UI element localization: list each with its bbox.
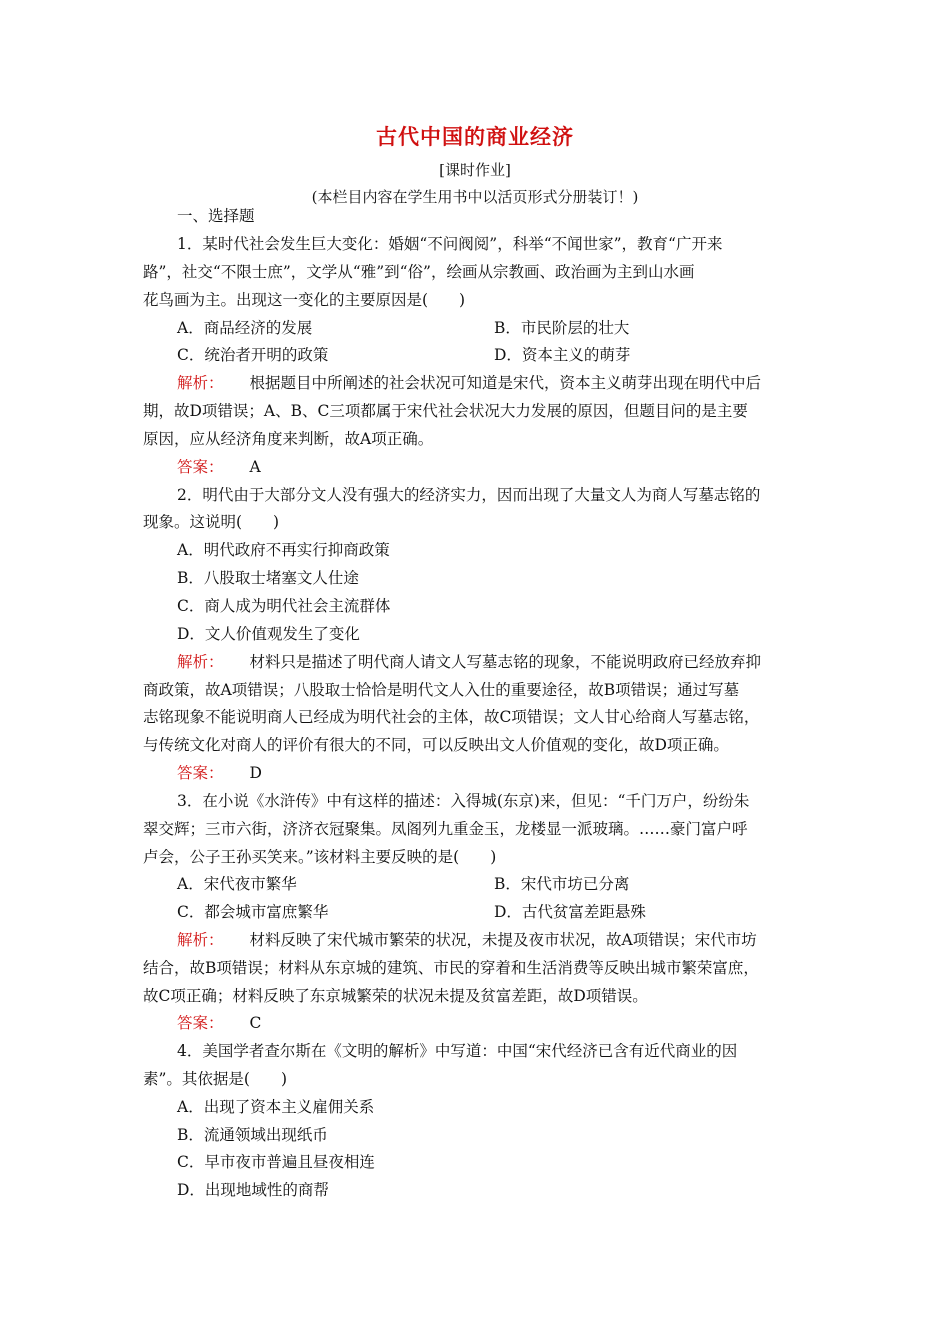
answer-label: 答案：	[177, 458, 224, 476]
q1-stem-line2: 路”，社交“不限士庶”，文学从“雅”到“俗”，绘画从宗教画、政治画为主到山水画	[143, 263, 695, 281]
q2-analysis-line3: 志铭现象不能说明商人已经成为明代社会的主体，故C项错误；文人甘心给商人写墓志铭，	[143, 708, 760, 726]
analysis-label: 解析：	[177, 374, 224, 392]
q1-answer-value: A	[249, 458, 261, 476]
section-heading: 一、选择题	[177, 207, 255, 225]
answer-label: 答案：	[177, 764, 224, 782]
q2-analysis-line4: 与传统文化对商人的评价有很大的不同，可以反映出文人价值观的变化，故D项正确。	[143, 736, 729, 754]
q4-option-a: A．出现了资本主义雇佣关系	[177, 1098, 375, 1116]
q1-analysis-line2: 期，故D项错误；A、B、C三项都属于宋代社会状况大力发展的原因，但题目问的是主要	[143, 402, 748, 420]
q2-answer	[177, 763, 262, 783]
q4-stem-line1: 4．美国学者查尔斯在《文明的解析》中写道：中国“宋代经济已含有近代商业的因	[177, 1042, 738, 1060]
q4-option-d: D．出现地域性的商帮	[177, 1181, 329, 1199]
binding-note: (本栏目内容在学生用书中以活页形式分册装订！)	[311, 188, 639, 206]
q2-stem-line2: 现象。这说明( )	[143, 513, 280, 531]
q1-stem-line3: 花鸟画为主。出现这一变化的主要原因是( )	[143, 291, 466, 309]
q4-option-b: B．流通领域出现纸币	[177, 1126, 328, 1144]
q3-answer-value: C	[249, 1014, 262, 1032]
page-title: 古代中国的商业经济	[376, 124, 574, 149]
analysis-label: 解析：	[177, 931, 224, 949]
q1-stem-line1: 1．某时代社会发生巨大变化：婚姻“不问阀阅”，科举“不闻世家”，教育“广开来	[177, 235, 723, 253]
q3-option-c: C．都会城市富庶繁华	[177, 903, 329, 921]
analysis-label: 解析：	[177, 653, 224, 671]
q2-answer-value: D	[249, 764, 262, 782]
answer-label: 答案：	[177, 1014, 224, 1032]
q2-option-d: D．文人价值观发生了变化	[177, 625, 360, 643]
q1-answer	[177, 457, 261, 477]
q2-stem-line1: 2．明代由于大部分文人没有强大的经济实力，因而出现了大量文人为商人写墓志铭的	[177, 486, 761, 504]
q2-option-b: B．八股取士堵塞文人仕途	[177, 569, 359, 587]
q1-option-a: A．商品经济的发展	[177, 319, 313, 337]
subtitle: [课时作业]	[439, 161, 511, 179]
q1-option-b: B．市民阶层的壮大	[494, 319, 630, 337]
q1-analysis-line3: 原因，应从经济角度来判断，故A项正确。	[143, 430, 434, 448]
q3-option-d: D．古代贫富差距悬殊	[494, 903, 646, 921]
q2-analysis-line1	[177, 652, 761, 672]
q4-option-c: C．早市夜市普遍且昼夜相连	[177, 1153, 375, 1171]
q1-analysis-text: 根据题目中所阐述的社会状况可知道是宋代，资本主义萌芽出现在明代中后	[249, 374, 762, 392]
q4-stem-line2: 素”。其依据是( )	[143, 1070, 288, 1088]
q2-analysis-text: 材料只是描述了明代商人请文人写墓志铭的现象，不能说明政府已经放弃抑	[249, 653, 762, 671]
q2-option-a: A．明代政府不再实行抑商政策	[177, 541, 390, 559]
q1-option-c: C．统治者开明的政策	[177, 346, 329, 364]
q3-option-b: B．宋代市坊已分离	[494, 875, 630, 893]
q1-analysis-line1	[177, 373, 761, 393]
q3-stem-line3: 卢会，公子王孙买笑来。”该材料主要反映的是( )	[143, 848, 497, 866]
q3-analysis-text: 材料反映了宋代城市繁荣的状况，未提及夜市状况，故A项错误；宋代市坊	[249, 931, 757, 949]
q3-answer	[177, 1013, 261, 1033]
q2-analysis-line2: 商政策，故A项错误；八股取士恰恰是明代文人入仕的重要途径，故B项错误；通过写墓	[143, 681, 740, 699]
q3-analysis-line3: 故C项正确；材料反映了东京城繁荣的状况未提及贫富差距，故D项错误。	[143, 987, 648, 1005]
q3-option-a: A．宋代夜市繁华	[177, 875, 297, 893]
q2-option-c: C．商人成为明代社会主流群体	[177, 597, 391, 615]
q1-option-d: D．资本主义的萌芽	[494, 346, 631, 364]
q3-analysis-line2: 结合，故B项错误；材料从东京城的建筑、市民的穿着和生活消费等反映出城市繁荣富庶，	[143, 959, 759, 977]
q3-analysis-line1	[177, 930, 757, 950]
q3-stem-line2: 翠交辉；三市六街，济济衣冠聚集。凤阁列九重金玉，龙楼显一派玻璃。……豪门富户呼	[143, 820, 748, 838]
q3-stem-line1: 3．在小说《水浒传》中有这样的描述：入得城(东京)来，但见：“千门万户，纷纷朱	[177, 792, 750, 810]
